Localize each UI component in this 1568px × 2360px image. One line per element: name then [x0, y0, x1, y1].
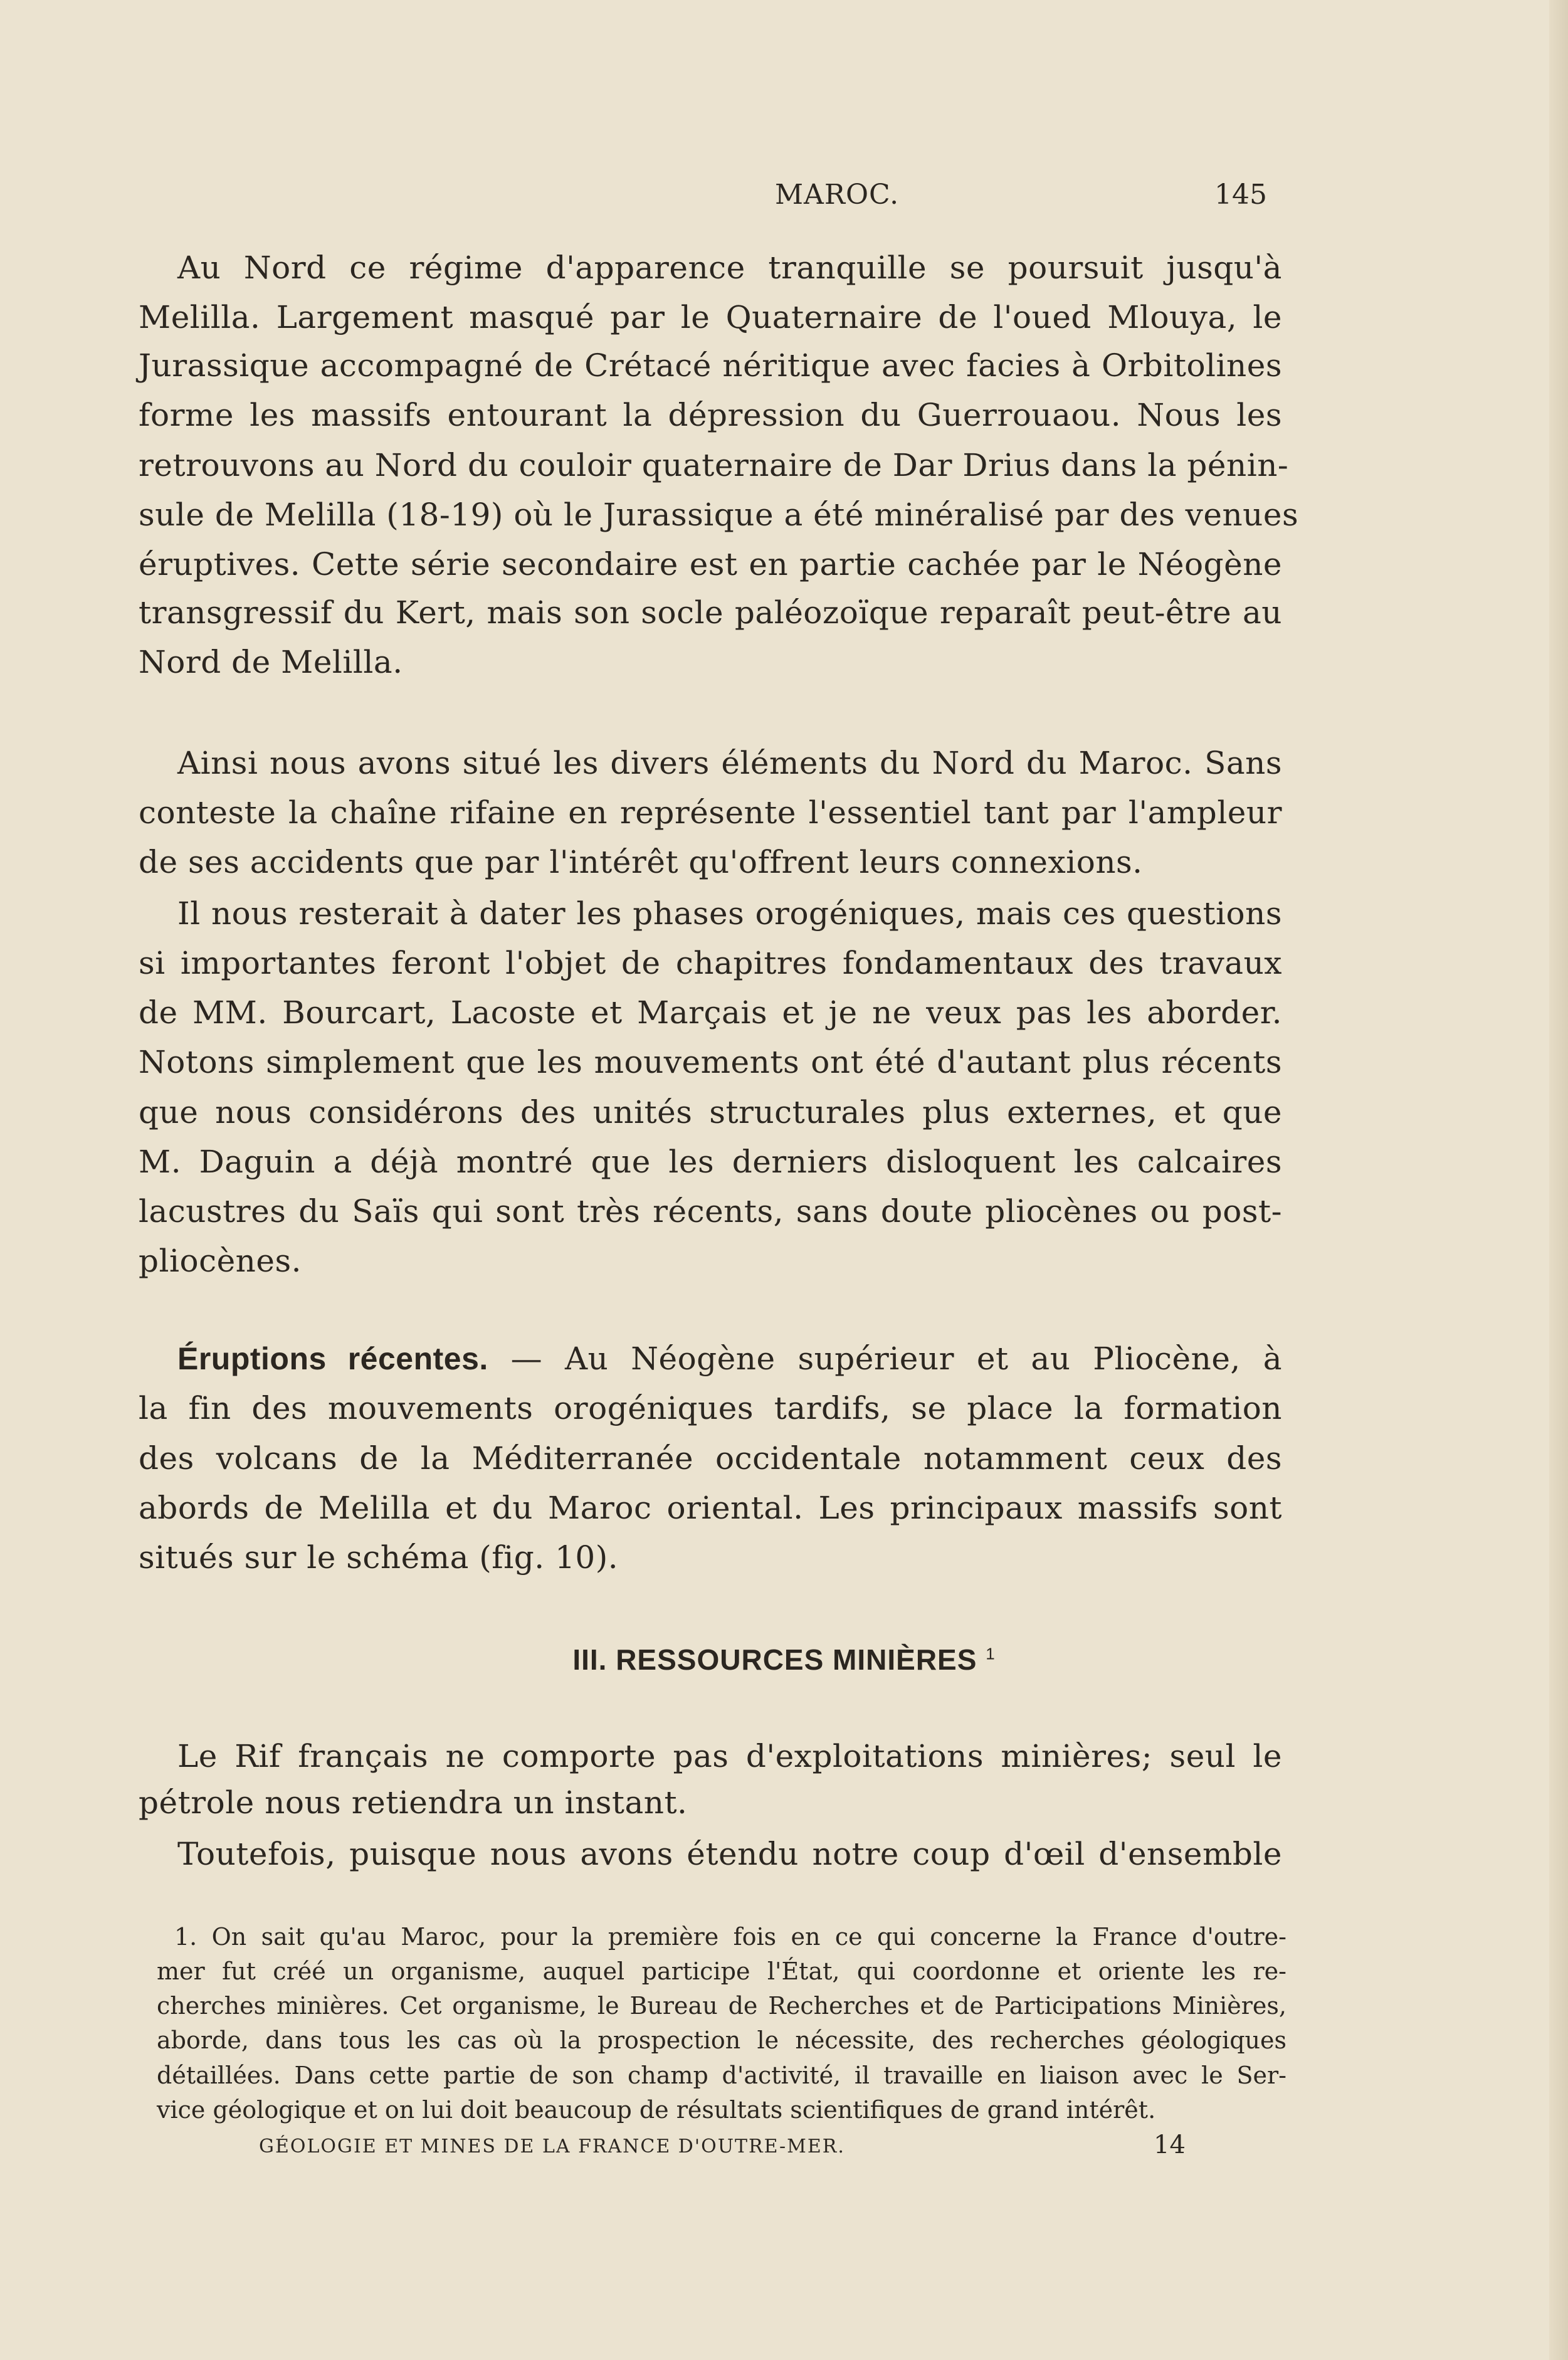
footnote-line: vice géologique et on lui doit beaucoup de résultats scientifiques de grand intérêt.	[157, 2096, 1156, 2124]
line-text: pétrole nous retiendra un instant.	[139, 1784, 688, 1821]
text-line	[177, 888, 1282, 939]
line-text: — Au Néogène supérieur et au Pliocène, à	[510, 1341, 1283, 1377]
text-line	[139, 1037, 1282, 1087]
running-head-title: MAROC.	[775, 179, 900, 211]
section-heading	[0, 1643, 1568, 1677]
footnote-ref: 1	[986, 1644, 996, 1663]
text-line	[139, 837, 1282, 887]
line-text: Ainsi nous avons situé les divers éléments du Nord du Maroc. Sans	[177, 745, 1282, 781]
line-text: pliocènes.	[139, 1243, 302, 1279]
text-line	[139, 587, 1282, 638]
line-text: des volcans de la Méditerranée occidentale notamment ceux des	[139, 1440, 1282, 1477]
line-text: Le Rif français ne comporte pas d'exploitations minières; seul le	[177, 1738, 1282, 1774]
line-text: forme les massifs entourant la dépression du Guerrouaou. Nous les	[139, 397, 1282, 433]
text-line	[139, 1778, 1282, 1828]
line-text: M. Daguin a déjà montré que les derniers disloquent les calcaires	[139, 1144, 1282, 1180]
footer-title: GÉOLOGIE ET MINES DE LA FRANCE D'OUTRE-MER.	[259, 2136, 845, 2157]
text-line	[139, 1433, 1282, 1483]
text-line	[139, 988, 1282, 1038]
section-heading-text: III. RESSOURCES MINIÈRES	[572, 1643, 977, 1676]
text-line	[139, 340, 1282, 391]
footer	[0, 2131, 1568, 2162]
line-text: Jurassique accompagné de Crétacé néritique avec facies à Orbitolines	[139, 347, 1282, 384]
line-text: sule de Melilla (18-19) où le Jurassique a été minéralisé par des venues	[139, 497, 1299, 533]
page-edge	[1549, 0, 1568, 2360]
line-text: si importantes feront l'objet de chapitres fondamentaux des travaux	[139, 945, 1282, 981]
line-text: transgressif du Kert, mais son socle paléozoïque reparaît peut-être au	[139, 594, 1282, 631]
text-line	[139, 292, 1282, 342]
text-line	[139, 490, 1299, 540]
text-line	[177, 243, 1282, 293]
text-line	[177, 1731, 1282, 1781]
line-text: Toutefois, puisque nous avons étendu notre coup d'œil d'ensemble	[177, 1836, 1282, 1872]
text-line	[177, 1829, 1282, 1879]
line-text: que nous considérons des unités structurales plus externes, et que	[139, 1094, 1282, 1130]
line-text: éruptives. Cette série secondaire est en partie cachée par le Néogène	[139, 546, 1282, 582]
footnote-line: aborde, dans tous les cas où la prospection le nécessite, des recherches géologiques	[157, 2026, 1286, 2054]
text-line	[139, 1383, 1282, 1433]
text-line	[139, 1483, 1282, 1533]
text-line	[139, 1137, 1282, 1187]
line-text: lacustres du Saïs qui sont très récents, sans doute pliocènes ou post-	[139, 1193, 1282, 1230]
line-text: de ses accidents que par l'intérêt qu'offrent leurs connexions.	[139, 844, 1143, 880]
line-text: Melilla. Largement masqué par le Quaternaire de l'oued Mlouya, le	[139, 299, 1282, 335]
text-line	[139, 440, 1289, 490]
line-text: la fin des mouvements orogéniques tardifs, se place la formation	[139, 1390, 1282, 1426]
running-head	[139, 179, 1267, 216]
line-text: Notons simplement que les mouvements ont été d'autant plus récents	[139, 1044, 1282, 1080]
text-line	[177, 1334, 1282, 1384]
signature-mark: 14	[1154, 2131, 1186, 2159]
paragraph-lead: Éruptions récentes.	[177, 1341, 488, 1376]
page-number: 145	[1214, 179, 1267, 211]
line-text: situés sur le schéma (fig. 10).	[139, 1539, 619, 1576]
line-text: Nord de Melilla.	[139, 644, 403, 680]
line-text: Il nous resterait à dater les phases orogéniques, mais ces questions	[177, 895, 1282, 932]
text-line	[139, 390, 1282, 440]
line-text: conteste la chaîne rifaine en représente l'essentiel tant par l'ampleur	[139, 794, 1282, 831]
footnote-line: cherches minières. Cet organisme, le Bureau de Recherches et de Participations Minières,	[157, 1992, 1286, 2020]
text-line	[139, 1186, 1282, 1236]
line-text: abords de Melilla et du Maroc oriental. Les principaux massifs sont	[139, 1490, 1282, 1526]
footnote-line: 1. On sait qu'au Maroc, pour la première fois en ce qui concerne la France d'outre-	[174, 1923, 1286, 1951]
text-line	[139, 1236, 1282, 1286]
text-line	[177, 738, 1282, 788]
text-line	[139, 1087, 1282, 1137]
footnote-line: détaillées. Dans cette partie de son champ d'activité, il travaille en liaison avec le Ser-	[157, 2062, 1286, 2089]
text-line	[139, 938, 1282, 988]
text-line	[139, 1532, 1282, 1583]
text-line	[139, 637, 1282, 687]
text-line	[139, 788, 1282, 838]
line-text: Au Nord ce régime d'apparence tranquille se poursuit jusqu'à	[177, 250, 1282, 286]
line-text: retrouvons au Nord du couloir quaternaire de Dar Drius dans la pénin-	[139, 447, 1289, 483]
line-text: de MM. Bourcart, Lacoste et Marçais et je ne veux pas les aborder.	[139, 994, 1282, 1031]
footnote-line: mer fut créé un organisme, auquel participe l'État, qui coordonne et oriente les re-	[157, 1957, 1286, 1985]
text-line	[139, 539, 1282, 589]
